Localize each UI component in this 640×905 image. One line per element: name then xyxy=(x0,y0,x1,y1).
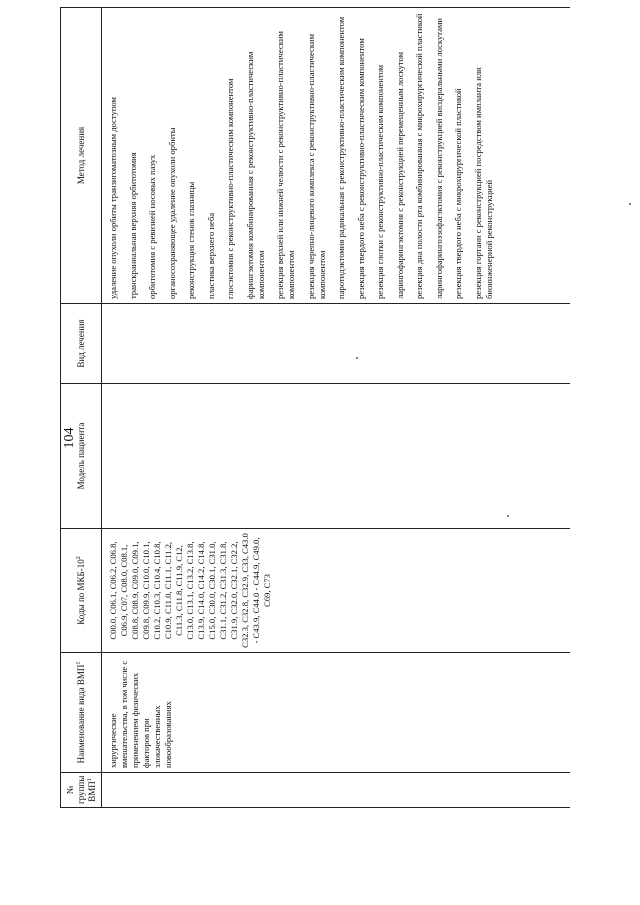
header-codes: Коды по МКБ-$10^2$ xyxy=(61,529,102,653)
cell-group xyxy=(102,773,571,808)
method-item: удаление опухоли орбиты транзигоматозным доступом xyxy=(108,97,118,299)
header-group: № группы ВМП$^1$ xyxy=(61,773,102,808)
method-item: резекция твердого неба с реконструктивно-пластическим компонентом xyxy=(355,38,366,299)
cell-name: хирургические вмешательства, в том числе с применением физических факторов при злокачественных новообразованиях xyxy=(102,653,571,773)
method-item: реконструкция стенок глазницы xyxy=(186,181,196,299)
cell-treatment-type xyxy=(102,304,571,384)
method-item: глосэктомия с реконструктивно-пластическим компонентом xyxy=(225,78,235,299)
cell-patient-model xyxy=(102,384,571,529)
vmp-table xyxy=(60,7,570,808)
method-item: резекция глотки с реконструктивно-пластическим компонентом xyxy=(375,64,385,299)
method-item: резекция дна полости рта комбинированная с микрохирургической пластикой xyxy=(414,13,424,299)
method-item: фарингэктомия комбинированная с реконструктивно-пластическим компонентом xyxy=(244,51,266,299)
method-item: пластика верхнего неба xyxy=(205,212,216,299)
rotated-table-wrapper xyxy=(60,8,570,808)
method-item: резекция верхней или нижней челюсти с реконструктивно-пластическим компонентом xyxy=(275,31,296,299)
method-item: транскраниальная верхняя орбитотомия xyxy=(127,152,138,299)
header-row xyxy=(61,8,102,808)
cell-codes: C00.0, C06.1, C06.2, C06.8, C06.9, C07, C08.0, C08.1, C08.8, C08.9, C09.0, C09.1, C09.8, C09.9, C10.0, C10.1, C10.2, C10.3, C10.4, C10.8, C10.9, C11.0, C11.1, C11.2, C11.3, C11.8, C11.9, C12, C13.0, C13.1, C13.2, C13.8, C13.9, C14.0, C14.2, C14.8, C15.0, C30.0, C30.1, C31.0, C31.1, C31.2, C31.3, C31.8, C31.9, C32.0, C32.1, C32.2, C32.3, C32.8, C32.9, C33, C43.0 - C43.9, C44.0 - C44.9, C49.0, C69, C73 xyxy=(102,529,571,653)
method-item: ларингофарингэктомия с реконструкцией перемещенным лоскутом xyxy=(394,51,405,299)
method-item: резекция черепно-лицевого комплекса с реконструктивно-пластическим компонентом xyxy=(305,33,327,299)
method-item: орбитотомия с ревизией носовых пазух xyxy=(147,154,157,299)
header-treatment-method: Метод лечения xyxy=(61,8,102,304)
method-item: органосохраняющее удаление опухоли орбиты xyxy=(166,127,177,299)
method-item: резекция гортани с реконструкцией посредством импланта или биоинженерной реконструкцией xyxy=(472,67,494,299)
method-item: паротидэктомия радикальная с реконструктивно-пластическим компонентом xyxy=(336,16,346,299)
header-treatment-type: Вид лечения xyxy=(61,304,102,384)
header-name: Наименование вида ВМП$^1$ xyxy=(61,653,102,773)
cell-treatment-method xyxy=(102,8,571,304)
page-number: 104 xyxy=(62,427,77,449)
method-item: резекция твердого неба с микрохирургической пластикой xyxy=(453,88,463,299)
table-row xyxy=(102,8,571,808)
method-item: ларингофарингоэзофагэктомия с реконструкцией висцеральными лоскутами xyxy=(433,17,444,299)
header-patient-model: Модель пациента xyxy=(61,384,102,529)
